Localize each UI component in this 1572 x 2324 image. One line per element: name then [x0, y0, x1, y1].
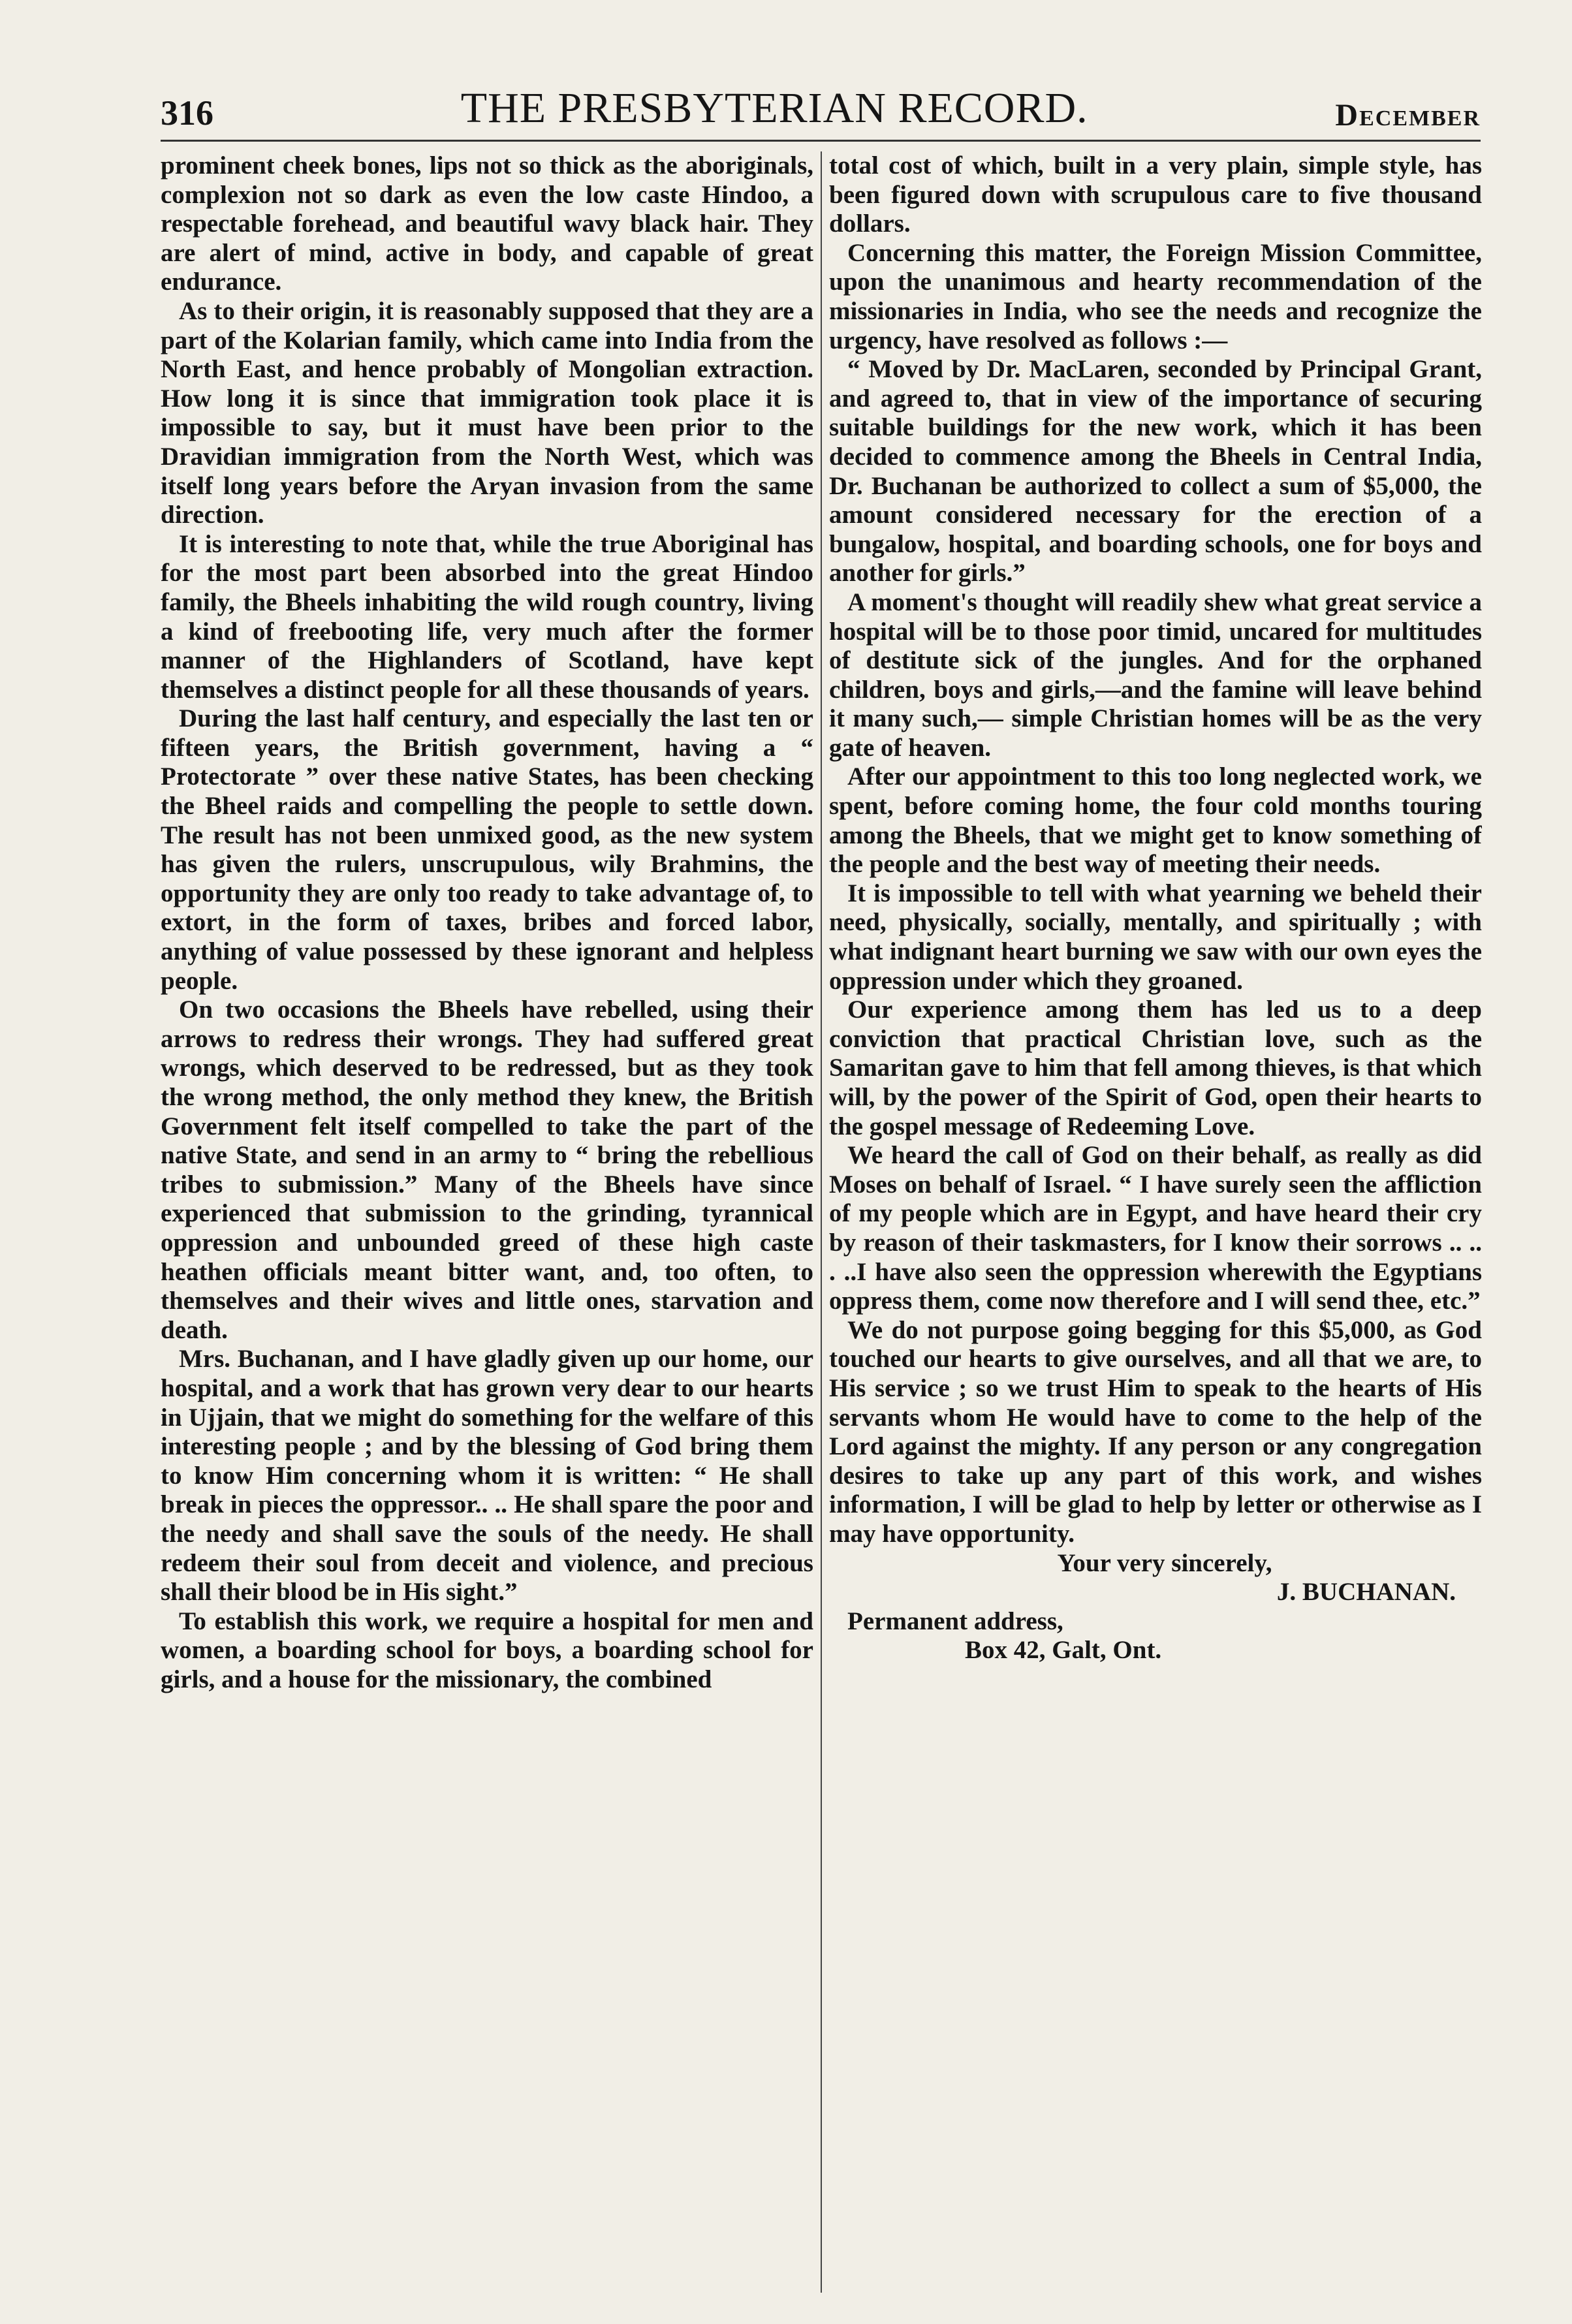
left-column: [161, 151, 813, 2286]
page-header: [161, 73, 1481, 133]
paragraph: During the last half century, and especially the last ten or fifteen years, the British government, having a “ Protectorate ” over these native States, has been checking the Bheel raids and compelling the people to settle down. The result has not been unmixed good, as the new system has given the rulers, unscrupulous, wily Brahmins, the opportunity they are only too ready to take advantage of, to extort, in the form of taxes, bribes and forced labor, anything of value possessed by these ignorant and helpless people.: [161, 704, 813, 995]
paragraph: We do not purpose going begging for this $5,000, as God touched our hearts to give ourselves, and all that we are, to His service ; so we trust Him to speak to the hearts of His servants whom He would have to come to the help of the Lord against the mighty. If any person or any congregation desires to take up any part of this work, and wishes information, I will be glad to help by letter or otherwise as I may have opportunity.: [829, 1315, 1482, 1548]
paragraph: A moment's thought will readily shew what great service a hospital will be to those poor timid, uncared for multitudes of destitute sick of the jungles. And for the orphaned children, boys and girls,—and the famine will leave behind it many such,— simple Christian homes will be as the very gate of heaven.: [829, 588, 1482, 762]
publication-title: THE PRESBYTERIAN RECORD.: [460, 84, 1088, 132]
header-rule: [161, 140, 1481, 142]
signature: J. BUCHANAN.: [1276, 1578, 1456, 1607]
page-number: 316: [161, 93, 213, 133]
paragraph: It is impossible to tell with what yearning we beheld their need, physically, socially, mentally, and spiritually ; with what indignant heart burning we saw with our own eyes the oppression under which they groaned.: [829, 879, 1482, 995]
paragraph: prominent cheek bones, lips not so thick as the aboriginals, complexion not so dark as even the low caste Hindoo, a respectable forehead, and beautiful wavy black hair. They are alert of mind, active in body, and capable of great endurance.: [161, 151, 813, 296]
paragraph: It is interesting to note that, while the true Aboriginal has for the most part been absorbed into the great Hindoo family, the Bheels inhabiting the wild rough country, living a kind of freebooting life, very much after the former manner of the Highlanders of Scotland, have kept themselves a distinct people for all these thousands of years.: [161, 529, 813, 704]
paragraph: As to their origin, it is reasonably supposed that they are a part of the Kolarian family, which came into India from the North East, and hence probably of Mongolian extraction. How long it is since that immigration took place it is impossible to say, but it must have been prior to the Dravidian immigration from the North West, which was itself long years before the Aryan invasion from the same direction.: [161, 296, 813, 529]
paragraph: To establish this work, we require a hospital for men and women, a boarding school for boys, a boarding school for girls, and a house for the missionary, the combined: [161, 1607, 813, 1693]
paragraph: Our experience among them has led us to a deep conviction that practical Christian love, such as the Samaritan gave to him that fell among thieves, is that which will, by the power of the Spirit of God, open their hearts to the gospel message of Redeeming Love.: [829, 996, 1482, 1140]
paragraph: Mrs. Buchanan, and I have gladly given up our home, our hospital, and a work that has grown very dear to our hearts in Ujjain, that we might do something for the welfare of this interesting people ; and by the blessing of God bring them to know Him concerning whom it is written: “ He shall break in pieces the oppressor.. .. He shall spare the poor and the needy and shall save the souls of the needy. He shall redeem their soul from deceit and violence, and precious shall their blood be in His sight.”: [161, 1345, 813, 1607]
address-label: Permanent address,: [847, 1607, 1063, 1635]
address: Box 42, Galt, Ont.: [965, 1636, 1162, 1665]
salutation: Your very sincerely,: [1057, 1548, 1272, 1577]
paragraph: “ Moved by Dr. MacLaren, seconded by Principal Grant, and agreed to, that in view of the importance of securing suitable buildings for the new work, which it has been decided to commence among the Bheels in Central India, Dr. Buchanan be authorized to collect a sum of $5,000, the amount considered necessary for the erection of a bungalow, hospital, and boarding schools, one for boys and another for girls.”: [829, 355, 1482, 588]
column-divider: [821, 151, 822, 2293]
paragraph: total cost of which, built in a very plain, simple style, has been figured down with scrupulous care to five thousand dollars.: [829, 151, 1482, 238]
right-column: [829, 151, 1482, 2286]
paragraph: After our appointment to this too long neglected work, we spent, before coming home, the four cold months touring among the Bheels, that we might get to know something of the people and the best way of meeting their needs.: [829, 762, 1482, 879]
paragraph: Concerning this matter, the Foreign Mission Committee, upon the unanimous and hearty recommendation of the missionaries in India, who see the needs and recognize the urgency, have resolved as follows :—: [829, 238, 1482, 354]
paragraph: We heard the call of God on their behalf, as really as did Moses on behalf of Israel. “ I have surely seen the affliction of my people which are in Egypt, and have heard their cry by reason of their taskmasters, for I know their sorrows .. .. . ..I have also seen the oppression wherewith the Egyptians oppress them, come now therefore and I will send thee, etc.”: [829, 1141, 1482, 1315]
paragraph: On two occasions the Bheels have rebelled, using their arrows to redress their wrongs. They had suffered great wrongs, which deserved to be redressed, but as they took the wrong method, the only method they knew, the British Government felt itself compelled to take the part of the native State, and send in an army to “ bring the rebellious tribes to submission.” Many of the Bheels have since experienced that submission to the grinding, tyrannical oppression and unbounded greed of these high caste heathen officials meant bitter want, and, too often, to themselves and their wives and little ones, starvation and death.: [161, 996, 813, 1344]
issue-month: December: [1335, 98, 1481, 133]
